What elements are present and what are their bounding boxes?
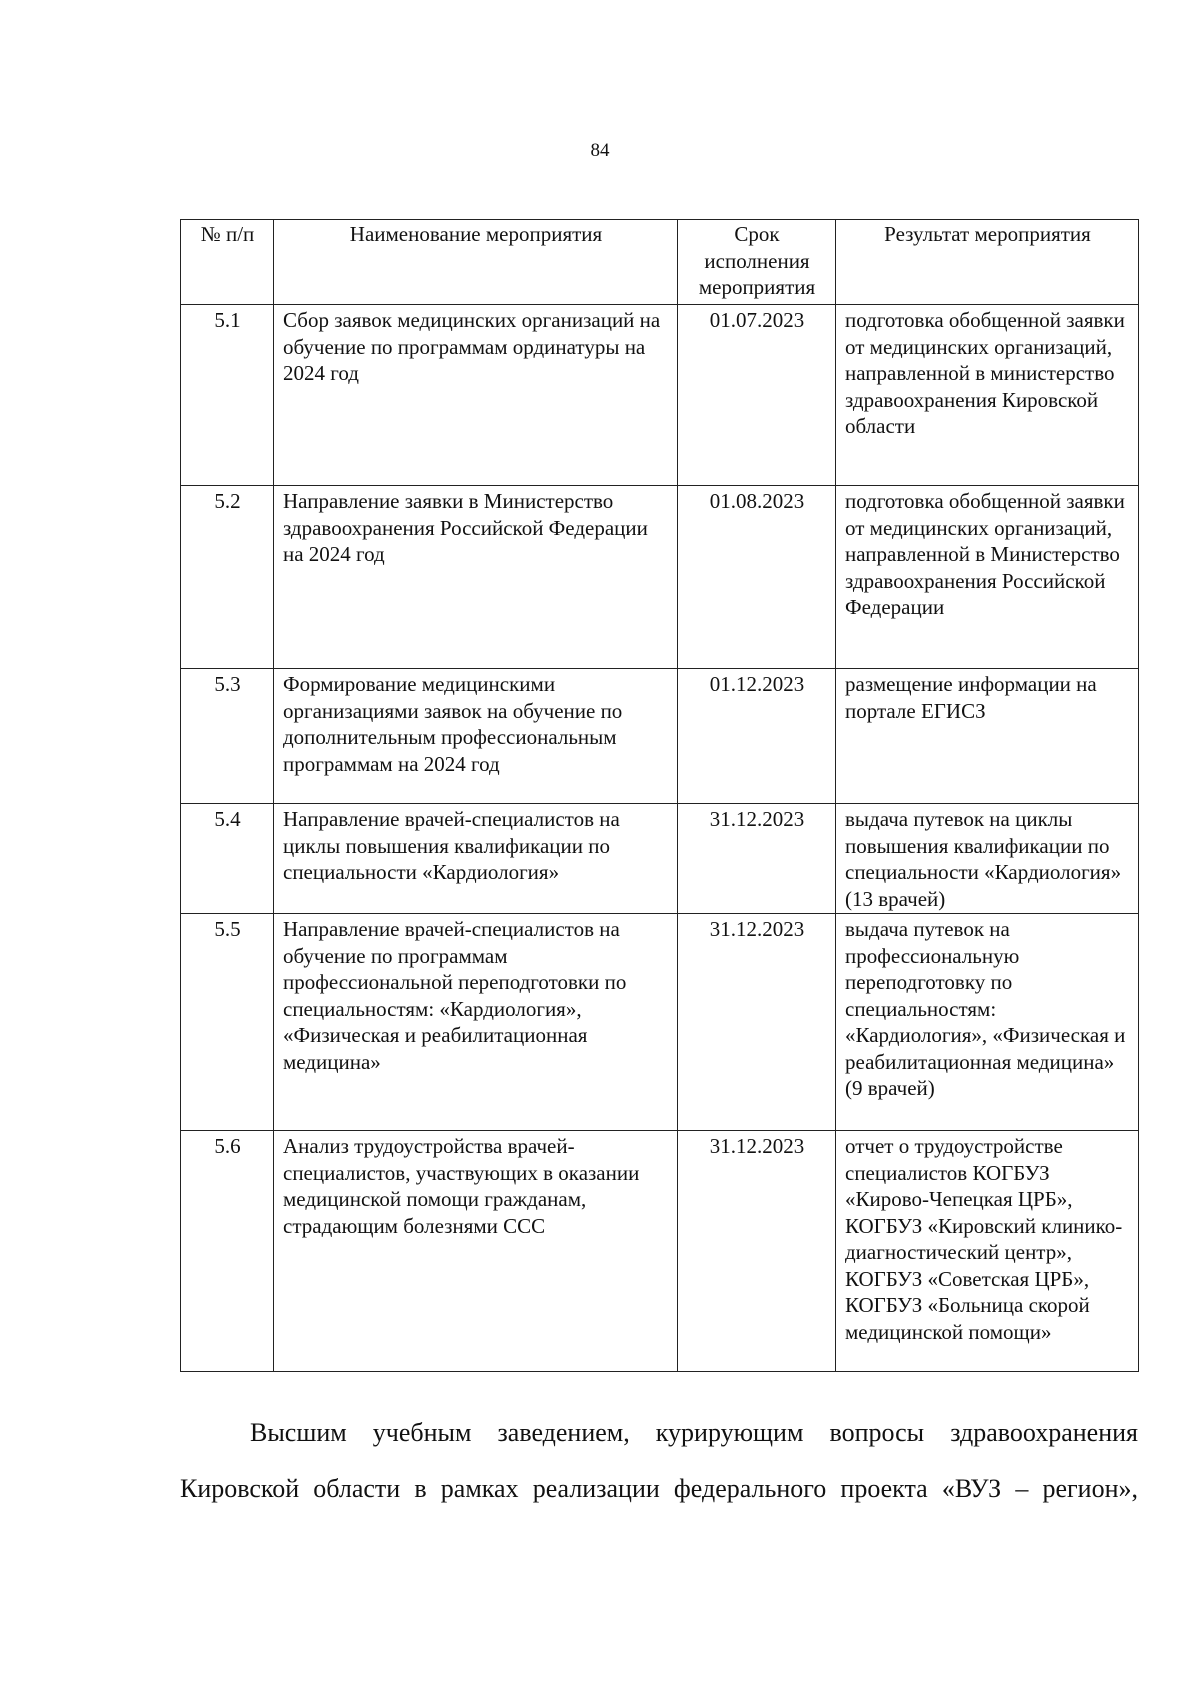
body-paragraph xyxy=(180,1405,1138,1517)
row-name: Сбор заявок медицинских организаций на обучение по программам ординатуры на 2024 год xyxy=(274,305,678,486)
table-row xyxy=(181,305,1139,486)
activities-table xyxy=(180,219,1139,1372)
row-result: размещение информации на портале ЕГИСЗ xyxy=(836,669,1139,804)
header-name: Наименование мероприятия xyxy=(274,220,678,305)
row-name: Направление заявки в Министерство здравоохранения Российской Федерации на 2024 год xyxy=(274,486,678,669)
header-date: Срок исполнения мероприятия xyxy=(678,220,836,305)
row-date: 31.12.2023 xyxy=(678,804,836,914)
table-row xyxy=(181,804,1139,914)
row-date: 31.12.2023 xyxy=(678,914,836,1131)
row-result: выдача путевок на циклы повышения квалификации по специальности «Кардиология» (13 врачей) xyxy=(836,804,1139,914)
table-row xyxy=(181,1131,1139,1372)
table-row xyxy=(181,669,1139,804)
header-result: Результат мероприятия xyxy=(836,220,1139,305)
row-name: Направление врачей-специалистов на циклы повышения квалификации по специальности «Кардиология» xyxy=(274,804,678,914)
row-num: 5.3 xyxy=(181,669,274,804)
table-header-row xyxy=(181,220,1139,305)
row-num: 5.2 xyxy=(181,486,274,669)
row-num: 5.6 xyxy=(181,1131,274,1372)
row-result: отчет о трудоустройстве специалистов КОГБУЗ «Кирово-Чепецкая ЦРБ», КОГБУЗ «Кировский клинико-диагностический центр», КОГБУЗ «Советская ЦРБ», КОГБУЗ «Больница скорой медицинской помощи» xyxy=(836,1131,1139,1372)
row-date: 01.12.2023 xyxy=(678,669,836,804)
row-result: подготовка обобщенной заявки от медицинских организаций, направленной в министерство здравоохранения Кировской области xyxy=(836,305,1139,486)
row-name: Формирование медицинскими организациями заявок на обучение по дополнительным профессиональным программам на 2024 год xyxy=(274,669,678,804)
table-row xyxy=(181,486,1139,669)
row-date: 01.08.2023 xyxy=(678,486,836,669)
row-result: выдача путевок на профессиональную переподготовку по специальностям: «Кардиология», «Физическая и реабилитационная медицина» (9 врачей) xyxy=(836,914,1139,1131)
row-name: Анализ трудоустройства врачей-специалистов, участвующих в оказании медицинской помощи гражданам, страдающим болезнями ССС xyxy=(274,1131,678,1372)
row-num: 5.1 xyxy=(181,305,274,486)
row-num: 5.5 xyxy=(181,914,274,1131)
row-num: 5.4 xyxy=(181,804,274,914)
table-row xyxy=(181,914,1139,1131)
row-name: Направление врачей-специалистов на обучение по программам профессиональной переподготовки по специальностям: «Кардиология», «Физическая и реабилитационная медицина» xyxy=(274,914,678,1131)
row-result: подготовка обобщенной заявки от медицинских организаций, направленной в Министерство здравоохранения Российской Федерации xyxy=(836,486,1139,669)
header-num: № п/п xyxy=(181,220,274,305)
page-number: 84 xyxy=(590,140,610,161)
paragraph-text: Высшим учебным заведением, курирующим вопросы здравоохранения Кировской области в рамках реализации федерального проекта «ВУЗ – регион», xyxy=(180,1418,1138,1503)
row-date: 01.07.2023 xyxy=(678,305,836,486)
row-date: 31.12.2023 xyxy=(678,1131,836,1372)
